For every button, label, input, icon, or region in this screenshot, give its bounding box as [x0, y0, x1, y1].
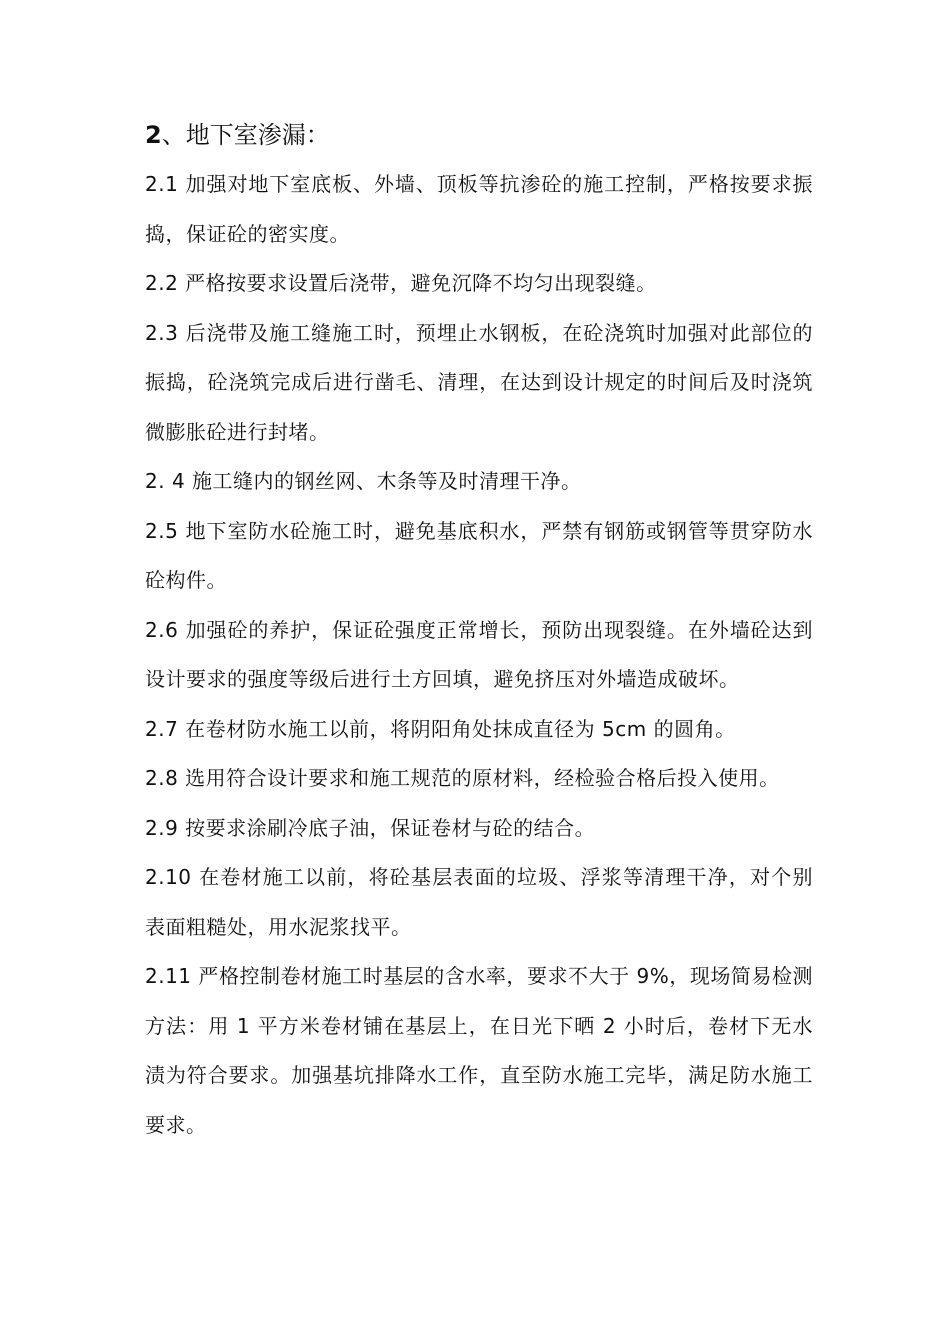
paragraph-2-9: 2.9 按要求涂刷冷底子油，保证卷材与砼的结合。: [145, 815, 596, 840]
section-title: 、地下室渗漏：: [161, 121, 330, 149]
paragraph-2-6: 2.6 加强砼的养护，保证砼强度正常增长，预防出现裂缝。在外墙砼达到设计要求的强度等级后进行土方回填，避免挤压对外墙造成破坏。: [145, 617, 813, 691]
paragraph-2-1: 2.1 加强对地下室底板、外墙、顶板等抗渗砼的施工控制，严格按要求振捣，保证砼的密实度。: [145, 172, 813, 246]
section-number: 2: [145, 121, 162, 149]
paragraph-2-11: 2.11 严格控制卷材施工时基层的含水率，要求不大于 9%，现场简易检测方法：用 1 平方米卷材铺在基层上，在日光下晒 2 小时后，卷材下无水渍为符合要求。加强基坑排降水工作，直至防水施工完毕，满足防水施工要求。: [145, 964, 813, 1137]
paragraph-2-10: 2.10 在卷材施工以前，将砼基层表面的垃圾、浮浆等清理干净，对个别表面粗糙处，用水泥浆找平。: [145, 865, 813, 939]
paragraph-2-3: 2.3 后浇带及施工缝施工时，预埋止水钢板，在砼浇筑时加强对此部位的振捣，砼浇筑完成后进行凿毛、清理，在达到设计规定的时间后及时浇筑微膨胀砼进行封堵。: [145, 320, 813, 444]
document-body: [145, 112, 813, 1150]
paragraph-2-2: 2.2 严格按要求设置后浇带，避免沉降不均匀出现裂缝。: [145, 271, 657, 295]
section-heading: [145, 112, 813, 158]
paragraph-2-7: 2.7 在卷材防水施工以前，将阴阳角处抹成直径为 5cm 的圆角。: [145, 716, 736, 741]
paragraph-2-5: 2.5 地下室防水砼施工时，避免基底积水，严禁有钢筋或钢管等贯穿防水砼构件。: [145, 518, 813, 592]
paragraph-2-4: 2. 4 施工缝内的钢丝网、木条等及时清理干净。: [145, 469, 582, 493]
paragraph-2-8: 2.8 选用符合设计要求和施工规范的原材料，经检验合格后投入使用。: [145, 766, 780, 790]
